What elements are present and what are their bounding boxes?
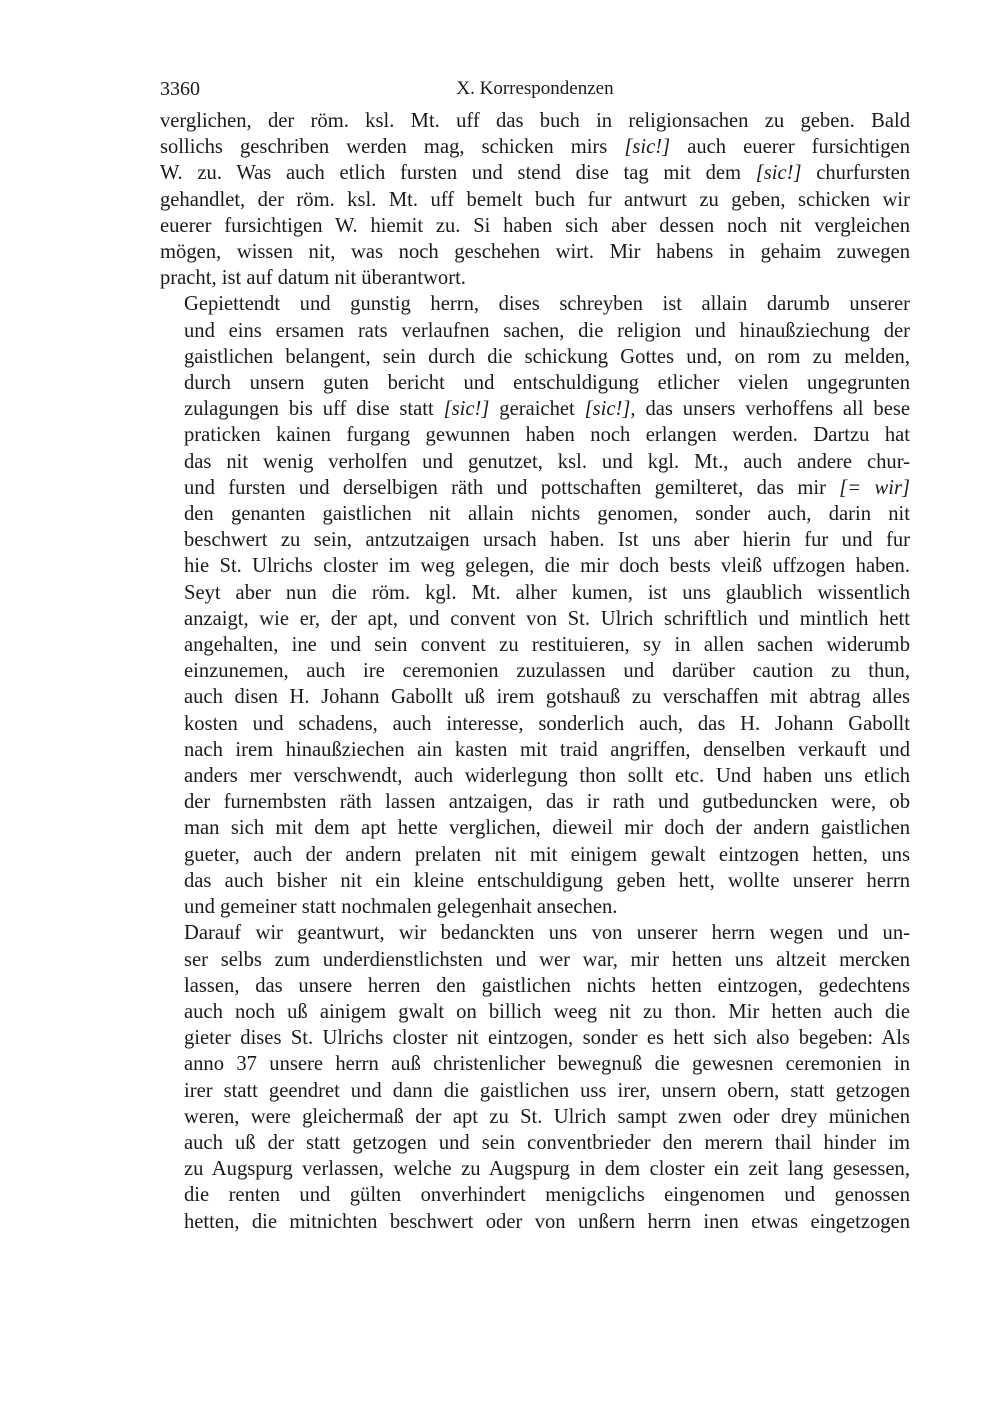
text-line <box>160 815 910 841</box>
text-run: W. zu. Was auch etlich fursten und stend dise tag mit dem <box>160 162 756 185</box>
text-line <box>160 1051 910 1077</box>
page-number: 3360 <box>160 78 200 100</box>
text-run: auch euerer fursichtigen <box>670 136 910 159</box>
body-text <box>160 108 910 1235</box>
text-run: auch noch uß ainigem gwalt on billich weeg nit zu thon. Mir hetten auch die <box>184 1000 910 1023</box>
text-run: Seyt aber nun die röm. kgl. Mt. alher kumen, ist uns glaublich wissentlich <box>184 581 910 604</box>
text-line <box>160 999 910 1025</box>
text-run: anzaigt, wie er, der apt, und convent von St. Ulrich schriftlich und mintlich hett <box>184 607 910 630</box>
text-line <box>160 1209 910 1235</box>
editorial-note: [sic!] <box>443 398 490 421</box>
text-line <box>160 894 910 920</box>
section-title: X. Korrespondenzen <box>456 78 614 99</box>
text-line <box>160 187 910 213</box>
text-run: gehandlet, der röm. ksl. Mt. uff bemelt buch fur antwurt zu geben, schicken wir <box>160 188 910 211</box>
text-line <box>160 396 910 422</box>
text-line <box>160 370 910 396</box>
text-line <box>160 842 910 868</box>
text-run: und fursten und derselbigen räth und pottschaften gemilteret, das mir <box>184 476 840 499</box>
text-run: zu Augspurg verlassen, welche zu Augspurg in dem closter ein zeit lang gesessen, <box>184 1158 910 1181</box>
text-line <box>160 580 910 606</box>
text-run: lassen, das unsere herren den gaistlichen nichts hetten eintzogen, gedechtens <box>184 974 910 997</box>
paragraph <box>160 108 910 291</box>
text-run: churfursten <box>801 162 910 185</box>
text-run: Darauf wir geantwurt, wir bedanckten uns von unserer herrn wegen und un- <box>184 922 910 945</box>
text-line <box>160 318 910 344</box>
text-run: weren, were gleichermaß der apt zu St. Ulrich sampt zwen oder drey münichen <box>184 1105 910 1128</box>
text-run: anno 37 unsere herrn auß christenlicher bewegnuß die gewesnen ceremonien in <box>184 1053 910 1076</box>
text-run: pracht, ist auf datum nit überantwort. <box>160 267 466 290</box>
text-run: und gemeiner statt nochmalen gelegenhait ansechen. <box>184 896 618 919</box>
text-line <box>160 239 910 265</box>
text-line <box>160 527 910 553</box>
text-run: geraichet <box>489 398 585 421</box>
text-line <box>160 737 910 763</box>
text-line <box>160 684 910 710</box>
text-line <box>160 1078 910 1104</box>
text-run: praticken kainen furgang gewunnen haben noch erlangen werden. Dartzu hat <box>184 424 910 447</box>
text-run: durch unsern guten bericht und entschuldigung etlicher vielen ungegrunten <box>184 372 910 395</box>
paragraph <box>160 291 910 920</box>
text-line <box>160 658 910 684</box>
text-line <box>160 134 910 160</box>
text-run: hie St. Ulrichs closter im weg gelegen, die mir doch bests vleiß uffzogen haben. <box>184 555 910 578</box>
text-line <box>160 344 910 370</box>
text-line <box>160 213 910 239</box>
text-run: einzunemen, auch ire ceremonien zuzulassen und darüber caution zu thun, <box>184 660 910 683</box>
text-line <box>160 1104 910 1130</box>
text-line <box>160 632 910 658</box>
text-line <box>160 475 910 501</box>
text-run: ser selbs zum underdienstlichsten und wer war, mir hetten uns altzeit mercken <box>184 948 910 971</box>
text-run: kosten und schadens, auch interesse, sonderlich auch, das H. Johann Gabollt <box>184 712 910 735</box>
text-run: euerer fursichtigen W. hiemit zu. Si haben sich aber dessen noch nit vergleichen <box>160 214 910 237</box>
text-line <box>160 973 910 999</box>
text-run: das nit wenig verholfen und genutzet, ksl. und kgl. Mt., auch andere chur- <box>184 450 910 473</box>
text-run: auch disen H. Johann Gabollt uß irem gotshauß zu verschaffen mit abtrag alles <box>184 686 910 709</box>
text-run: gaistlichen belangent, sein durch die schickung Gottes und, on rom zu melden, <box>184 345 910 368</box>
text-line <box>160 449 910 475</box>
book-page <box>160 78 910 1235</box>
text-line <box>160 947 910 973</box>
text-run: den genanten gaistlichen nit allain nichts genomen, sonder auch, darin nit <box>184 503 910 526</box>
text-line <box>160 1025 910 1051</box>
editorial-note: [sic!] <box>624 136 671 159</box>
text-run: auch uß der statt getzogen und sein conventbrieder den merern thail hinder im <box>184 1131 910 1154</box>
text-line <box>160 1130 910 1156</box>
text-line <box>160 711 910 737</box>
text-line <box>160 160 910 186</box>
text-run: sollichs geschriben werden mag, schicken mirs <box>160 136 625 159</box>
text-run: gueter, auch der andern prelaten nit mit einigem gewalt eintzogen hetten, uns <box>184 843 910 866</box>
text-run: angehalten, ine und sein convent zu restituieren, sy in allen sachen widerumb <box>184 634 910 657</box>
text-run: anders mer verschwendt, auch widerlegung thon sollt etc. Und haben uns etlich <box>184 765 910 788</box>
text-line <box>160 553 910 579</box>
text-line <box>160 789 910 815</box>
text-run: man sich mit dem apt hette verglichen, dieweil mir doch der andern gaistlichen <box>184 817 910 840</box>
text-line <box>160 868 910 894</box>
text-run: gieter dises St. Ulrichs closter nit eintzogen, sonder es hett sich also begeben: Als <box>184 1027 910 1050</box>
text-run: zulagungen bis uff dise statt <box>184 398 444 421</box>
text-line <box>160 606 910 632</box>
text-line <box>160 422 910 448</box>
text-run: verglichen, der röm. ksl. Mt. uff das buch in religionsachen zu geben. Bald <box>160 110 910 132</box>
text-line <box>160 1182 910 1208</box>
editorial-note: [sic!] <box>755 162 802 185</box>
text-line <box>160 501 910 527</box>
text-run: , das unsers verhoffens all bese <box>630 398 910 421</box>
text-run: nach irem hinaußziechen ain kasten mit traid angriffen, denselben verkauft und <box>184 738 910 761</box>
text-line <box>160 291 910 317</box>
editorial-note: [sic!] <box>584 398 631 421</box>
paragraph <box>160 920 910 1234</box>
text-run: irer statt geendret und dann die gaistlichen uss irer, unsern obern, statt getzogen <box>184 1079 910 1102</box>
editorial-note: [= wir] <box>839 476 910 499</box>
text-line <box>160 763 910 789</box>
text-run: das auch bisher nit ein kleine entschuldigung geben hett, wollte unserer herrn <box>184 869 910 892</box>
text-run: Gepiettendt und gunstig herrn, dises schreyben ist allain darumb unserer <box>184 293 910 316</box>
text-run: der furnembsten räth lassen antzaigen, das ir rath und gutbeduncken were, ob <box>184 791 910 814</box>
text-line <box>160 265 910 291</box>
text-line <box>160 1156 910 1182</box>
text-run: mögen, wissen nit, was noch geschehen wirt. Mir habens in gehaim zuwegen <box>160 241 910 264</box>
text-run: hetten, die mitnichten beschwert oder von unßern herrn inen etwas eingetzogen <box>184 1210 910 1233</box>
text-line <box>160 108 910 134</box>
text-run: und eins ersamen rats verlaufnen sachen, die religion und hinaußziechung der <box>184 319 910 342</box>
running-head <box>160 78 910 108</box>
text-run: beschwert zu sein, antzutzaigen ursach haben. Ist uns aber hierin fur und fur <box>184 529 910 552</box>
text-line <box>160 920 910 946</box>
text-run: die renten und gülten onverhindert menigclichs eingenomen und genossen <box>184 1184 910 1207</box>
